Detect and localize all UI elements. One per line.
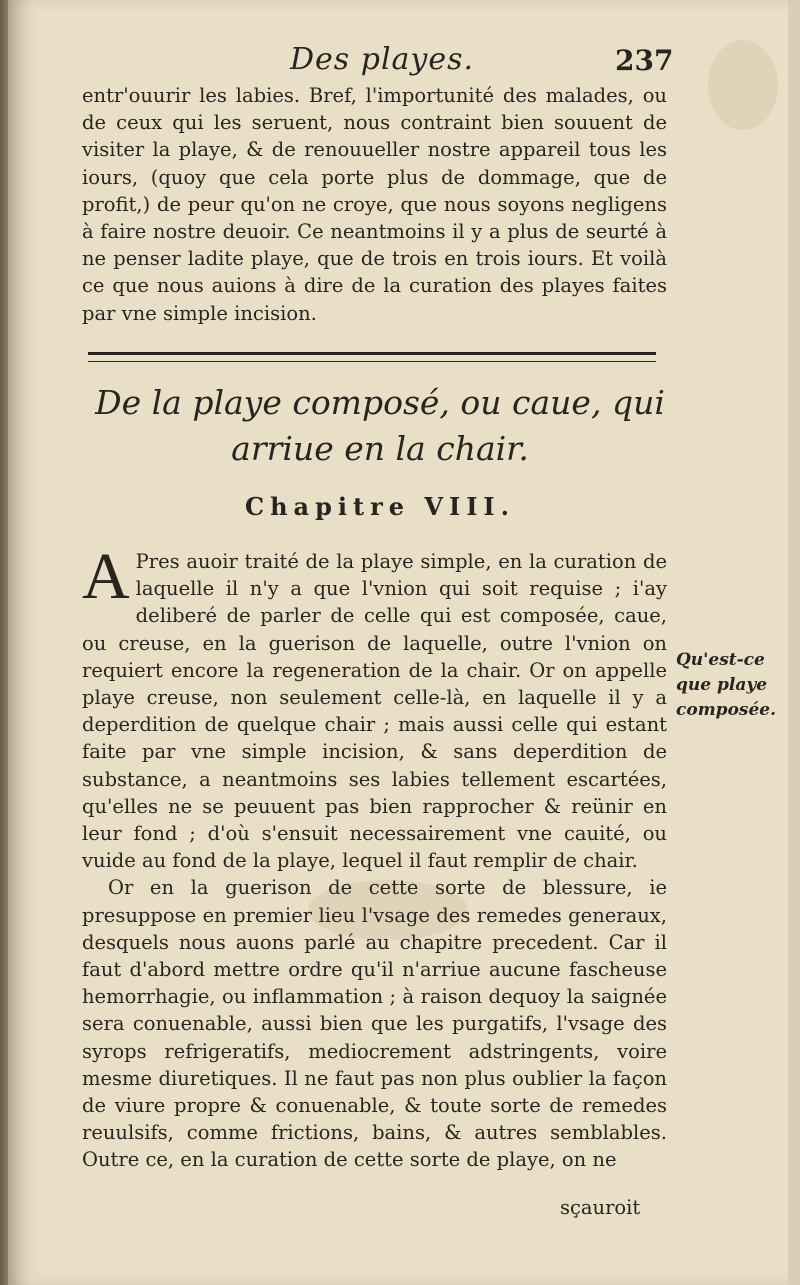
top-paragraph: entr'ouurir les labies. Bref, l'importunité des malades, ou de ceux qui les seruent, nous contraint bien souuent de visiter la playe, & de renouueller nostre appareil tous les iours, (quoy que cela porte plus de dommage, que de profit,) de peur qu'on ne croye, que nous soyons negligens à faire nostre deuoir. Ce neantmoins il y a plus de seurté à ne penser ladite playe, que de trois en trois iours. Et voilà ce que nous auions à dire de la curation des playes faites par vne simple incision. xyxy=(82,84,667,325)
section-title: De la playe composé, ou caue, qui arriue en la chair. xyxy=(95,383,665,468)
text-block-main xyxy=(82,540,667,1174)
chapter-heading: Chapitre VIII. xyxy=(244,492,515,521)
section-divider xyxy=(88,352,656,362)
running-title: Des playes. xyxy=(290,42,475,77)
page-number: 237 xyxy=(615,44,674,77)
catchword: sçauroit xyxy=(560,1196,641,1219)
drop-cap: A xyxy=(82,540,130,613)
paper-stain xyxy=(708,40,778,130)
paragraph-1-text: Pres auoir traité de la playe simple, en la curation de laquelle il n'y a que l'vnion qui soit requise ; i'ay deliberé de parler de celle qui est composée, caue, ou creuse, en la guerison de laquelle, outre l'vnion on requiert encore la regeneration de la chair. Or on appelle playe creuse, non seulement celle-là, en laquelle il y a deperdition de quelque chair ; mais aussi celle qui estant faite par vne simple incision, & sans deperdition de substance, a neantmoins ses labies tellement escartées, qu'elles ne se peuuent pas bien rapprocher & reünir en leur fond ; d'où s'ensuit necessairement vne cauité, ou vuide au fond de la playe, lequel il faut remplir de chair. xyxy=(82,550,667,873)
paragraph-2: Or en la guerison de cette sorte de blessure, ie presuppose en premier lieu l'vsage des remedes generaux, desquels nous auons parlé au chapitre precedent. Car il faut d'abord mettre ordre qu'il n'arriue aucune fascheuse hemorrhagie, ou inflammation ; à raison dequoy la saignée sera conuenable, aussi bien que les purgatifs, l'vsage des syrops refrigeratifs, mediocrement adstringents, voire mesme diuretiques. Il ne faut pas non plus oublier la façon de viure propre & conuenable, & toute sorte de remedes reuulsifs, comme frictions, bains, & autres semblables. Outre ce, en la curation de cette sorte de playe, on ne xyxy=(82,876,667,1172)
text-block-top xyxy=(82,82,667,327)
margin-note: Qu'est-ce que playe composée. xyxy=(676,650,777,720)
paragraph-1 xyxy=(82,540,667,874)
